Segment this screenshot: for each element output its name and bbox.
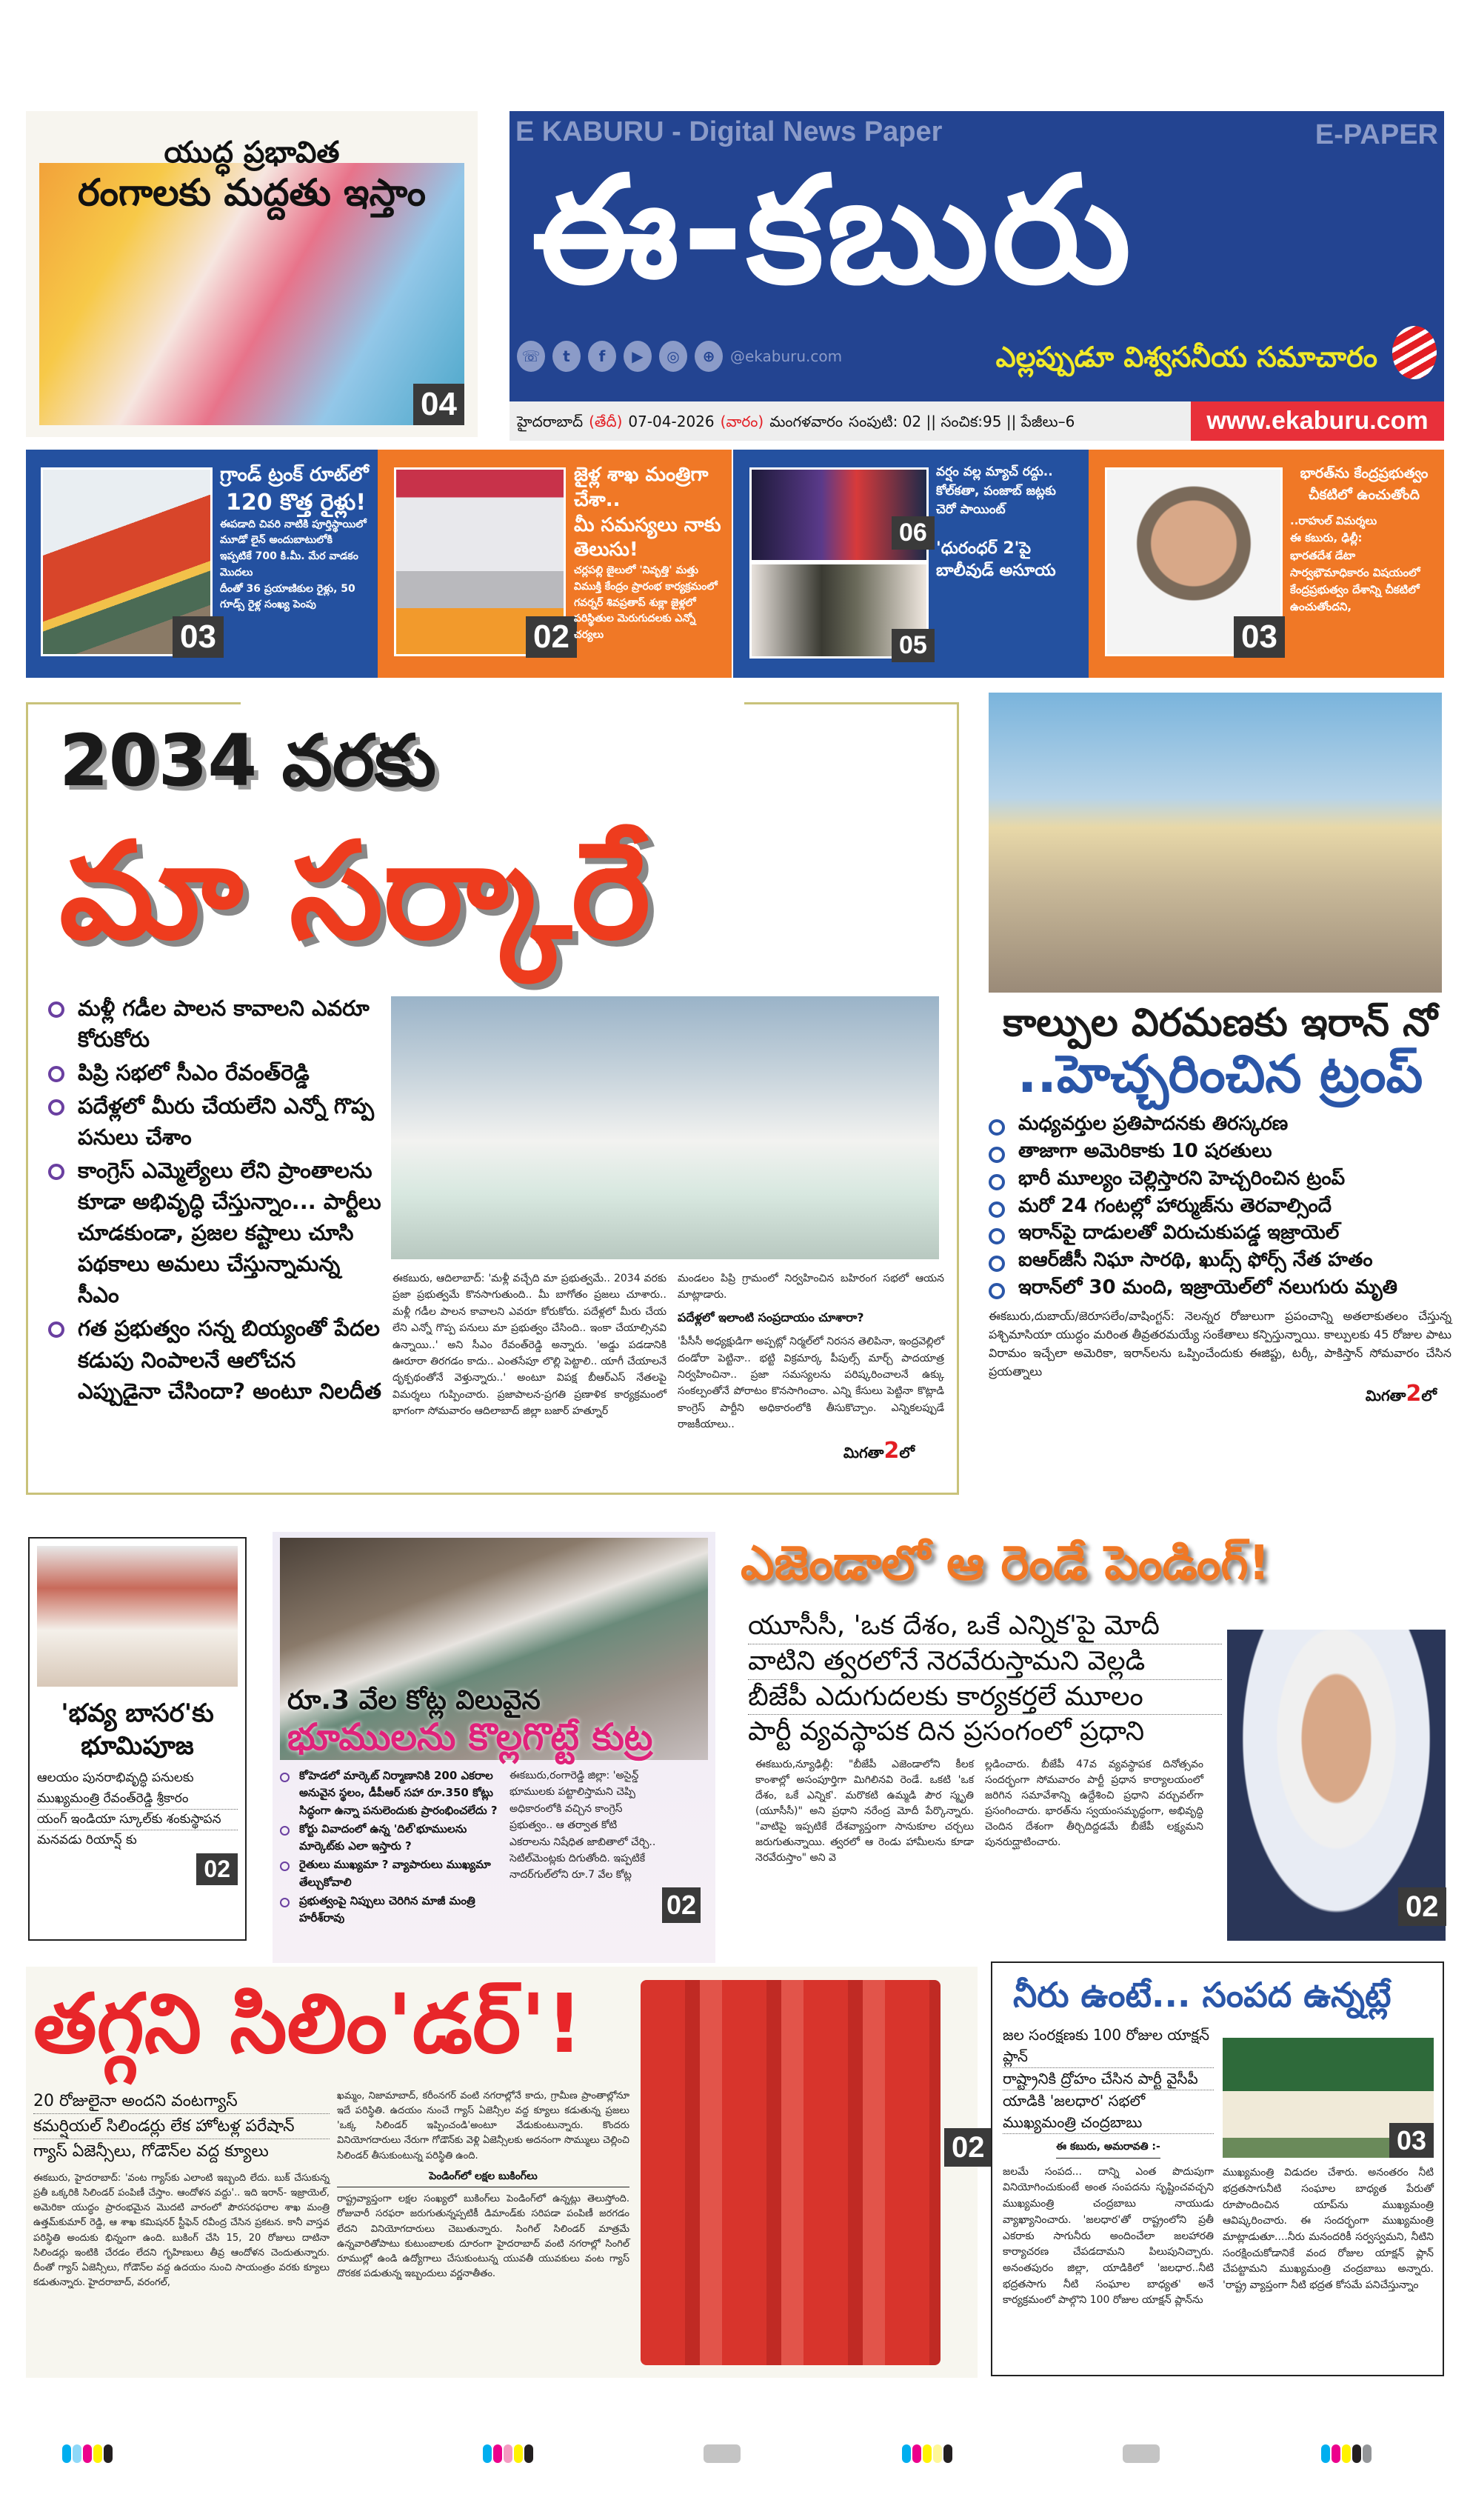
page-badge: 02 [1398,1887,1446,1926]
volume-info: సంపుటి: 02 || సంచిక:95 || పేజీలు–6 [849,412,1075,430]
edition-label: E-PAPER [1314,119,1438,150]
iran-continued-link[interactable] [989,1381,1437,1408]
agenda-body-col2: ల్లడించారు. బీజేపీ 47వ వ్యవస్థాపక దినోత్సవం సందర్భంగా సోమవారం పార్టీ ప్రధాన కార్యాలయంలో జరిగిన సమావేశాన్ని ఉద్దేశించి ప్రధాని వర్చువల్‌గా ప్రసంగించారు. భారత్‌ను స్వయంసమృద్ధంగా, అభివృద్ధి చెందిన దేశంగా తీర్చిదిద్దడమే బీజేపీ లక్ష్యమని పునరుద్ఘాటించారు. [985,1759,1203,1849]
teaser-headline: రంగాలకు మద్దతు ఇస్తాం [78,171,426,214]
deck-line: కమర్షియల్ సిలిండర్లు లేక హోటళ్ల పరేషాన్ [33,2114,330,2139]
continued-page: 2 [883,1437,900,1464]
strip-line: ఈపడాది చివరి నాటికి పూర్తిస్థాయిలో మూడో లైన్ అందుబాటులోకి [220,518,367,547]
iran-body: ఈకబురు,దుబాయ్/జెరూసలేం/వాషింగ్టన్: నెలన్నర రోజులుగా ప్రపంచాన్ని అతలాకుతలం చేస్తున్న పశ్చిమాసియా యుద్ధం మరింత తీవ్రతరమయ్యే సంకేతాలు కన్పిస్తున్నాయి. కాల్పులకు 45 రోజుల పాటు విరామం ఇచ్చేలా అమెరికా, ఇరాన్‌లను ఒప్పించేందుకు ఈజిప్టు, టర్కీ, పాకిస్తాన్ సోమవారం చేసిన ప్రయత్నాలు [989,1309,1451,1379]
deck-line: 20 రోజులైనా అందని వంటగ్యాస్ [33,2089,330,2114]
water-story[interactable] [991,1961,1444,2376]
cylinder-story[interactable] [26,1967,985,2378]
land-headline: భూములను కొల్లగొట్టే కుట్ర [287,1715,653,1759]
weekday: మంగళవారం [769,412,843,430]
strip-line: కోల్‌కతా, పంజాబ్ జట్లకు [936,483,1056,499]
cylinder-subhead: పెండింగ్‌లో లక్షల బుకింగ్‌లు [337,2170,629,2188]
registration-marks [62,2444,113,2463]
chandrababu-photo [1223,2024,1434,2158]
continued-suffix: లో [899,1443,915,1461]
revanth-rally-photo [391,996,939,1259]
bullet-item: పదేళ్లలో మీరు చేయలేని ఎన్నో గొప్ప పనులు చేశాం [48,1090,385,1153]
lead-kicker: 2034 వరకు [59,719,437,802]
strip-line: భారతదేశ డేటా సార్వభౌమాధికారం విషయంలో కేంద్రప్రభుత్వం దేశాన్ని చీకటిలో ఉంచుతోందని, [1290,548,1420,614]
strip-headline-2: మీ సమస్యలు నాకు తెలుసు! [574,513,721,561]
lead-body-text: మండలం పిప్రి గ్రామంలో నిర్వహించిన బహిరంగ సభలో ఆయన మాట్లాడారు. [678,1273,944,1301]
social-handle[interactable]: @ekaburu.com [730,347,843,365]
facebook-icon[interactable]: f [588,341,616,372]
page-badge: 02 [526,616,577,658]
strip-headline-2: 120 కొత్త రైళ్లు! [225,489,367,516]
strip-line: చర్లపల్లి జైలులో 'నివృత్తి' మత్తు విముక్తి కేంద్రం ప్రారంభ కార్యక్రమంలో గవర్నర్ శివప్రతాప్ శుక్లా జైళ్లలో పరిస్థితుల మెరుగుదలకు ఎన్నో చర్యలు [574,564,718,641]
page-badge: 03 [1389,2123,1434,2159]
continued-prefix: మిగతా [1365,1387,1406,1405]
iran-story [989,1001,1451,1408]
strip-headline: భారత్‌ను కేంద్రప్రభుత్వం చీకటిలో ఉంచుతోంది [1300,465,1429,503]
continued-suffix: లో [1421,1387,1437,1405]
bullet-item: రైతులు ముఖ్యమా ? వ్యాపారులు ముఖ్యమా తేల్చుకోవాలి [280,1856,502,1891]
date: 07-04-2026 [628,412,715,430]
agenda-story [748,1609,1222,1866]
basara-line: మనవడు రియాన్ష్ కు [37,1832,137,1847]
page-badge: 05 [892,629,935,662]
day-label: (వారం) [720,412,764,430]
lead-body-text: 'పీసీసీ అధ్యక్షుడిగా అప్పట్లో నిర్మల్‌లో నిరసన తెలిపినా, ఇంద్రవెల్లిలో దండోరా పెట్టినా.. భట్టి విక్రమార్క పీపుల్స్ మార్చ్ పాదయాత్ర నిర్వహించినా.. ప్రజా సమస్యలను పరిష్కరించాలనే ఉక్కు సంకల్పంతోనే పోరాటం కొనసాగించాం. ఎన్ని కేసులు పెట్టినా కొట్లాడి కాంగ్రెస్ పార్టీని అధికారంలోకి తీసుకొచ్చాం. ఎన్నికలప్పుడే రాజకీయాలు.. [678,1336,944,1431]
page-badge: 02 [662,1887,701,1923]
strip-headline: వర్షం వల్ల మ్యాచ్ రద్దు.. [936,464,1053,479]
social-links [517,341,842,372]
tagline: ఎల్లప్పుడూ విశ్వసనీయ సమాచారం [995,341,1377,374]
registration-gray-mark [1123,2444,1160,2463]
bullet-item: పిప్రి సభలో సీఎం రేవంత్‌రెడ్డి [48,1057,385,1088]
page-badge: 02 [196,1853,238,1885]
cylinder-headline: తగ్గని సిలిం'డర్'! [33,1976,584,2071]
bullet-item: ఐఆర్‌జీసీ నిఘా సారథి, ఖుద్స్ ఫోర్స్ నేత హతం [989,1247,1451,1274]
bullet-item: కోర్టు వివాదంలో ఉన్న 'దిల్'భూములను మార్కెట్‌కు ఎలా ఇస్తారు ? [280,1821,502,1856]
globe-logo-icon [1392,326,1437,379]
iran-bullets [989,1110,1451,1301]
temple-bhoomipuja-photo [37,1546,238,1687]
lead-subhead: పదేళ్లలో ఇలాంటి సంప్రదాయం చూశారా? [678,1310,864,1324]
deck-line: పార్టీ వ్యవస్థాపక దిన ప్రసంగంలో ప్రధాని [748,1716,1145,1747]
deck-line: యూసీసీ, 'ఒక దేశం, ఒకే ఎన్నిక'పై మోదీ [748,1609,1222,1644]
masthead [510,111,1444,401]
water-body-col2: ముఖ్యమంత్రి విడుదల చేశారు. అనంతరం నీటి భద్రతసాగునీటి సంఘాల బాధ్యత పేరుతో రూపొందించిన యాప్‌ను ముఖ్యమంత్రి ఆవిష్కరించారు. ఈ సందర్భంగా ముఖ్యమంత్రి మాట్లాడుతూ....నీరు మనందరికీ సర్వస్వమని, నీటిని సంరక్షించుకోడానికే వంద రోజుల యాక్షన్ ప్లాన్ చేపట్టామని ముఖ్యమంత్రి చంద్రబాబు అన్నారు. 'రాష్ట్ర వ్యాప్తంగా నీటి భద్రత కోసమే పనిచేస్తున్నాం [1223,2167,1434,2291]
basara-story[interactable] [28,1537,247,1941]
bullet-item: ఇరాన్‌లో 30 మంది, ఇజ్రాయెల్‌లో నలుగురు మృతి [989,1274,1451,1301]
cylinder-body-text: రాష్ట్రవ్యాప్తంగా లక్షల సంఖ్యలో బుకింగ్‌లు పెండింగ్‌లో ఉన్నట్లు తెలుస్తోంది. రోజువారీ సరఫరా జరుగుతున్నప్పటికీ డిమాండ్‌కు సరిపడా పంపిణీ జరగడం లేదని వినియోగదారులు చెబుతున్నారు. సింగిల్ సిలిండర్ మాత్రమే ఉన్నవారితోపాటు కుటుంబాలకు దూరంగా హైదరాబాద్ వంటి నగరాల్లో సింగిల్ రూముల్లో ఉండి ఉద్యోగాలు చేసుకుంటున్న యువతీ యువకులు వంట గ్యాస్ దొరకక పడుతున్న ఇబ్బందులు వర్ణనాతీతం. [337,2193,629,2279]
dateline-bar [510,401,1191,441]
bullet-item: కాంగ్రెస్ ఎమ్మెల్యేలు లేని ప్రాంతాలను కూడా అభివృద్ధి చేస్తున్నాం... పార్టీలు చూడకుండా, ప్రజల కష్టాలు చూసి పథకాలు అమలు చేస్తున్నామన్న సీఎం [48,1155,385,1310]
iran-kicker: కాల్పుల విరమణకు ఇరాన్ నో [1003,1001,1437,1045]
water-headline: నీరు ఉంటే... సంపద ఉన్నట్లే [1013,1975,1392,2015]
strip-trains[interactable] [26,450,378,678]
agenda-headline[interactable]: ఎజెండాలో ఆ రెండే పెండింగ్! [741,1536,1270,1591]
deck-line: గ్యాస్ ఏజెన్సీలు, గోడౌన్‌ల వద్ద క్యూలు [33,2142,269,2161]
strip-line: చెరో పాయింట్ [936,502,1006,517]
bullet-item: మధ్యవర్తుల ప్రతిపాదనకు తిరస్కరణ [989,1110,1451,1138]
deck-line: రాష్ట్రానికి ద్రోహం చేసిన పార్టీ వైసీపీ [1003,2068,1214,2090]
bullet-item: కోహెడలో మార్కెట్ నిర్మాణానికి 200 ఎకరాల అనువైన స్థలం, డీపీఆర్ సహా రూ.350 కోట్లు సిద్ధంగా ఉన్నా పనులెందుకు ప్రారంభించలేదు ? [280,1767,502,1819]
youtube-icon[interactable]: ▶ [624,341,652,372]
masthead-subtitle: E KABURU - Digital News Paper [515,116,943,147]
continued-page: 2 [1406,1381,1422,1407]
land-story[interactable] [273,1532,715,1963]
cylinder-body-col2: ఖమ్మం, నిజామాబాద్, కరీంనగర్ వంటి నగరాల్లోనే కాదు, గ్రామీణ ప్రాంతాల్లోనూ ఇదే పరిస్థితి. ఉదయం నుంచే గ్యాస్ ఏజెన్సీల వద్ద క్యూలు కడుతున్న ప్రజలు 'ఒక్క సిలిండర్ ఇప్పించండి'అంటూ వేడుకుంటున్నారు. కొందరు వినియోగదారులు నేరుగా గోడౌన్‌కు వెళ్లి ఏజెన్సీలకు అదనంగా సొమ్ములు చెల్లించి సిలిండర్ తీసుకుంటున్న పరిస్థితి ఉంది. [337,2090,629,2161]
bullet-item: ఇరాన్‌పై దాడులతో విరుచుకుపడ్డ ఇజ్రాయెల్ [989,1219,1451,1247]
lead-bullets [48,993,385,1409]
page-badge: 04 [413,384,464,425]
twitter-icon[interactable]: t [552,341,581,372]
registration-marks [483,2444,533,2463]
basara-line: ఆలయం పునరాభివృద్ధి పనులకు ముఖ్యమంత్రి రేవంత్‌రెడ్డి శ్రీకారం [37,1768,238,1809]
instagram-icon[interactable]: ◎ [659,341,687,372]
lead-body-col2 [678,1270,944,1465]
gas-cylinders-photo [641,1980,941,2365]
bullet-item: ప్రభుత్వంపై నిప్పులు చెరిగిన మాజీ మంత్రి హరీశ్‌రావు [280,1893,502,1927]
page-badge: 06 [892,516,935,550]
deck-line: వాటిని త్వరలోనే నెరవేరుస్తామని వెల్లడి [748,1644,1222,1680]
date-label: (తేదీ) [589,412,623,430]
strip-sports-cinema[interactable] [733,450,1089,678]
registration-marks [1321,2444,1372,2463]
rubble-photo [989,693,1442,993]
teaser-kicker: యుద్ధ ప్రభావిత [164,136,340,170]
water-body-col1: జలమే సంపద... దాన్ని ఎంత పొదుపుగా వినియోగించుకుంటే అంత సంపదను సృష్టించవచ్చని ముఖ్యమంత్రి చంద్రబాబు నాయుడు వ్యాఖ్యానించారు. 'జలధార'తో రాష్ట్రంలోని ప్రతీ ఎకరాకు సాగునీరు అందించేలా జలహారతి కార్యాచరణ చేపడదామని పిలుపునిచ్చారు. అనంతపురం జిల్లా, యాడికిలో 'జలధార..నీటి భద్రతసాగు నీటి సంఘాల బాధ్యత' అనే కార్యక్రమంలో పాల్గొని 100 రోజుల యాక్షన్ ప్లాన్‌ను [1003,2165,1214,2307]
city: హైదరాబాద్ [517,412,584,430]
continued-link[interactable] [678,1438,915,1465]
land-body: ఈకబురు,రంగారెడ్డి జిల్లా: 'అసైన్డ్ భూములకు పట్టాలిస్తామని చెప్పి అధికారంలోకి వచ్చిన కాంగ్రెస్ ప్రభుత్వం.. ఆ తర్వాత కోటి ఎకరాలను నిషేధిత జాబితాలో చేర్చి.. సెటిల్‌మెంట్లకు దిగుతోంది. ఇప్పటికే నాదర్‌గుల్‌లోని రూ.7 వేల కోట్ల [510,1770,656,1881]
strip-headline-2: 'ధురంధర్ 2'పై బాలీవుడ్ అసూయ [936,539,1056,581]
website-link[interactable]: www.ekaburu.com [1191,401,1444,441]
page-badge: 03 [173,616,224,658]
bullet-item: మళ్లీ గడీల పాలన కావాలని ఎవరూ కోరుకోరు [48,993,385,1055]
teaser-finance[interactable] [26,111,478,437]
basara-line: యంగ్ ఇండియా స్కూల్‌కు శంకుస్థాపన [37,1810,238,1830]
deck-line: బీజేపీ ఎదుగుదలకు కార్యకర్తలే మూలం [748,1680,1222,1716]
agenda-body-col1: ఈకబురు,న్యూఢిల్లీ: "బీజేపీ ఎజెండాలోని కీలక కాంశాల్లో అసంపూర్తిగా మిగిలినవి రెండే. ఒకటి 'ఒక దేశం, ఒకే ఎన్నిక'. మరొకటి ఉమ్మడి పౌర స్మృతి (యూసీసీ)" అని ప్రధాని నరేంద్ర మోదీ పేర్కొన్నారు. "వాటిపై ఇప్పటికే దేశవ్యాప్తంగా సానుకూల చర్చలు జరుగుతున్నాయి. త్వరలో ఆ రెండు హామీలను కూడా నెరవేరుస్తాం" అని వె [755,1759,974,1864]
land-kicker: రూ.3 వేల కోట్ల విలువైన [287,1685,541,1716]
registration-marks [902,2444,952,2463]
lead-headline[interactable]: మా సర్కారే [59,814,651,969]
deck-line: జల సంరక్షణకు 100 రోజుల యాక్షన్ ప్లాన్ [1003,2024,1214,2068]
registration-gray-mark [704,2444,741,2463]
bullet-item: గత ప్రభుత్వం సన్న బియ్యంతో పేదల కడుపు నింపాలనే ఆలోచన ఎప్పుడైనా చేసిందా? అంటూ నిలదీత [48,1313,385,1406]
strip-line: దీంతో 36 ప్రయాణికుల రైళ్లు, 50 గూడ్స్ రైళ్ల సంఖ్య పెంపు [220,582,355,611]
page-badge: 03 [1234,616,1285,658]
bullet-item: మరో 24 గంటల్లో హార్ముజ్‌ను తెరవాల్సిందే [989,1193,1451,1220]
strip-line: ..రాహుల్ విమర్శలు [1290,514,1377,527]
page-badge: 02 [944,2128,992,2167]
land-heading-group [287,1685,705,1759]
strip-governor[interactable] [378,450,732,678]
water-dateline: ఈ కబురు, అమరావతి :- [1056,2140,1160,2159]
bullet-item: తాజాగా అమెరికాకు 10 షరతులు [989,1138,1451,1165]
strip-line: ఇప్పటికే 700 కి.మీ. మేర వాడకం మొదలు [220,550,358,579]
lead-body-col1: ఈకబురు, ఆదిలాబాద్: 'మళ్లీ వచ్చేది మా ప్రభుత్వమే.. 2034 వరకు ప్రజా ప్రభుత్వమే కొనసాగుతుంది.. మీ బాగోతం ప్రజలు చూశారు.. మళ్లీ గడీల పాలన కావాలని ఎవరూ కోరుకోరు. పదేళ్లలో మీరు చేయ లేని ఎన్నో గొప్ప పనులు మా ప్రభుత్వం చేసింది.. ఇంకా చేయాల్సినవి ఉన్నాయి..' అని సీఎం రేవంత్‌రెడ్డి అన్నారు. 'అడ్డు పడడానికి ఊరూరా తిరగడం కాదు.. ఎంతసేపూ లొల్లి పెట్టాలి.. యాగీ చేయాలనే దృక్పథంతోనే వెళ్తున్నారు..' అంటూ విపక్ష బీఆర్ఎస్ నేతలపై విమర్శలు గుప్పించారు. ప్రజాపాలన-ప్రగతి ప్రణాళిక కార్యక్రమంలో భాగంగా సోమవారం ఆదిలాబాద్ జిల్లా బజార్ హత్నూర్ [392,1273,666,1418]
cylinder-body-col1: ఈకబురు, హైదరాబాద్: 'వంట గ్యాస్‌కు ఎలాంటి ఇబ్బంది లేదు. బుక్ చేసుకున్న ప్రతీ ఒక్కరికి సిలిండర్ పంపిణీ చేస్తాం. ఆందోళన వద్దు'.. ఇది ఇరాన్- ఇజ్రాయెల్, అమెరికా యుద్ధం ప్రారంభమైన మొదటి వారంలో పౌరసరఫరాల శాఖ మంత్రి ఉత్తమ్‌కుమార్ రెడ్డి, ఆ శాఖ కమిషనర్ స్టీఫెన్ రవీంద్ర చేసిన ప్రకటన. కానీ వాస్తవ పరిస్థితి అందుకు భిన్నంగా ఉంది. బుకింగ్ చేసి 15, 20 రోజులు దాటినా సిలిండర్లు ఇంటికి చేరడం లేదని గృహిణులు తీవ్ర ఆందోళన చెందుతున్నారు. దీంతో గ్యాస్ ఏజెన్సీలు, గోడౌన్‌ల వద్ద ఉదయం నుంచి సాయంత్రం వరకు క్యూలు కడుతున్నారు. హైదరాబాద్, వరంగల్, [33,2173,330,2288]
whatsapp-icon[interactable]: ☏ [517,341,545,372]
bullet-item: భారీ మూల్యం చెల్లిస్తారని హెచ్చరించిన ట్రంప్ [989,1165,1451,1193]
basara-headline: 'భవ్య బాసర'కు భూమిపూజ [61,1699,214,1761]
continued-prefix: మిగతా [843,1443,884,1461]
globe-icon[interactable]: ⊕ [695,341,723,372]
newspaper-logo: ఈ-కబురు [532,144,1135,317]
deck-line: యాడికి 'జలధార' సభలో ముఖ్యమంత్రి చంద్రబాబు [1003,2090,1214,2134]
strip-rahul[interactable] [1089,450,1444,678]
strip-headline: గ్రాండ్ ట్రంక్ రూట్‌లో [220,464,369,486]
strip-headline: జైళ్ల శాఖ మంత్రిగా చేశా.. [574,464,709,511]
iran-headline[interactable]: ..హెచ్చరించిన ట్రంప్ [1017,1043,1423,1104]
strip-line: ఈ కబురు, ఢిల్లీ: [1290,531,1363,545]
